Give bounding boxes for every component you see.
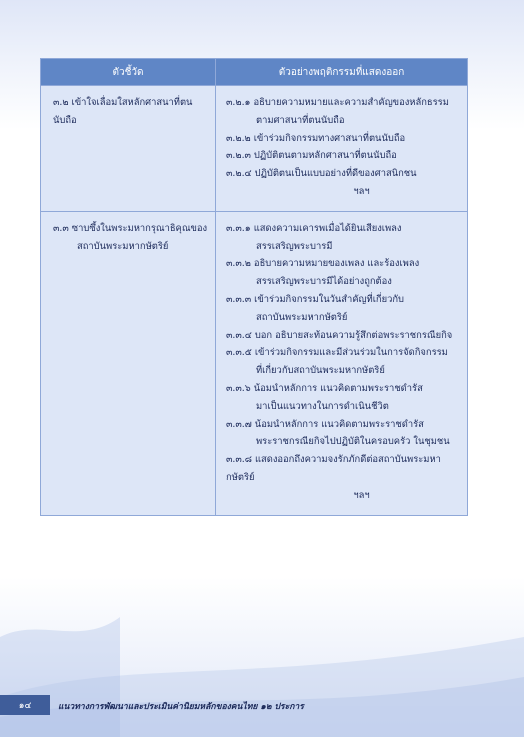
- table-header-row: [41, 59, 468, 86]
- behavior-item: ๓.๒.๑ อธิบายความหมายและความสำคัญของหลักธรรม: [226, 97, 449, 108]
- table-row: [41, 211, 468, 515]
- behavior-item-continuation: สรรเสริญพระบารมี: [256, 240, 333, 252]
- behavior-item: ๓.๓.๓ เข้าร่วมกิจกรรมในวันสำคัญที่เกี่ยวกับ: [226, 293, 404, 305]
- etc-marker: ฯลฯ: [353, 489, 370, 501]
- behavior-item: ๓.๓.๘ แสดงออกถึงความจงรักภักดีต่อสถาบันพระมหากษัตริย์: [226, 454, 441, 483]
- table-row: [41, 86, 468, 212]
- header-behavior-examples: ตัวอย่างพฤติกรรมที่แสดงออก: [216, 59, 468, 86]
- decorative-wave: [0, 577, 524, 737]
- behavior-item: ๓.๒.๒ เข้าร่วมกิจกรรมทางศาสนาที่ตนนับถือ: [226, 132, 406, 144]
- indicator-cell: [41, 86, 216, 212]
- behavior-item-continuation: ตามศาสนาที่ตนนับถือ: [256, 114, 345, 126]
- behavior-item: ๓.๒.๔ ปฏิบัติตนเป็นแบบอย่างที่ดีของศาสนิกชน: [226, 168, 417, 180]
- behavior-cell: [216, 211, 468, 515]
- behavior-item-continuation: สถาบันพระมหากษัตริย์: [256, 311, 348, 323]
- behavior-item: ๓.๓.๑ แสดงความเคารพเมื่อได้ยินเสียงเพลง: [226, 222, 402, 234]
- header-indicator: ตัวชี้วัด: [41, 59, 216, 86]
- page-number: ๑๔: [18, 701, 32, 711]
- etc-marker: ฯลฯ: [353, 185, 370, 197]
- behavior-cell: [216, 86, 468, 212]
- behavior-item: ๓.๓.๒ อธิบายความหมายของเพลง และร้องเพลง: [226, 258, 420, 270]
- behavior-item-continuation: สรรเสริญพระบารมีได้อย่างถูกต้อง: [256, 276, 392, 288]
- behavior-item: ๓.๓.๔ บอก อธิบายสะท้อนความรู้สึกต่อพระราชกรณียกิจ: [226, 329, 453, 341]
- indicator-text-continuation: สถาบันพระมหากษัตริย์: [77, 240, 169, 252]
- indicator-text: ๓.๓ ซาบซึ้งในพระมหากรุณาธิคุณของ: [53, 222, 208, 234]
- behavior-item-continuation: พระราชกรณียกิจไปปฏิบัติในครอบครัว ในชุมชน: [256, 436, 450, 448]
- behavior-item: ๓.๒.๓ ปฏิบัติตนตามหลักศาสนาที่ตนนับถือ: [226, 150, 397, 162]
- page-number-badge: [0, 695, 50, 715]
- behavior-item-continuation: ที่เกี่ยวกับสถาบันพระมหากษัตริย์: [256, 365, 385, 377]
- footer-title: แนวทางการพัฒนาและประเมินค่านิยมหลักของคนไทย ๑๒ ประการ: [58, 702, 304, 712]
- behavior-item-continuation: มาเป็นแนวทางในการดำเนินชีวิต: [256, 400, 389, 412]
- indicator-cell: [41, 211, 216, 515]
- behavior-item: ๓.๓.๕ เข้าร่วมกิจกรรมและมีส่วนร่วมในการจัดกิจกรรม: [226, 347, 448, 359]
- behavior-item: ๓.๓.๖ น้อมนำหลักการ แนวคิดตามพระราชดำรัส: [226, 382, 423, 394]
- behavior-item: ๓.๓.๗ น้อมนำหลักการ แนวคิดตามพระราชดำรัส: [226, 418, 424, 430]
- indicator-text: ๓.๒ เข้าใจเลื่อมใสหลักศาสนาที่ตนนับถือ: [53, 97, 193, 126]
- indicator-table: [40, 58, 468, 516]
